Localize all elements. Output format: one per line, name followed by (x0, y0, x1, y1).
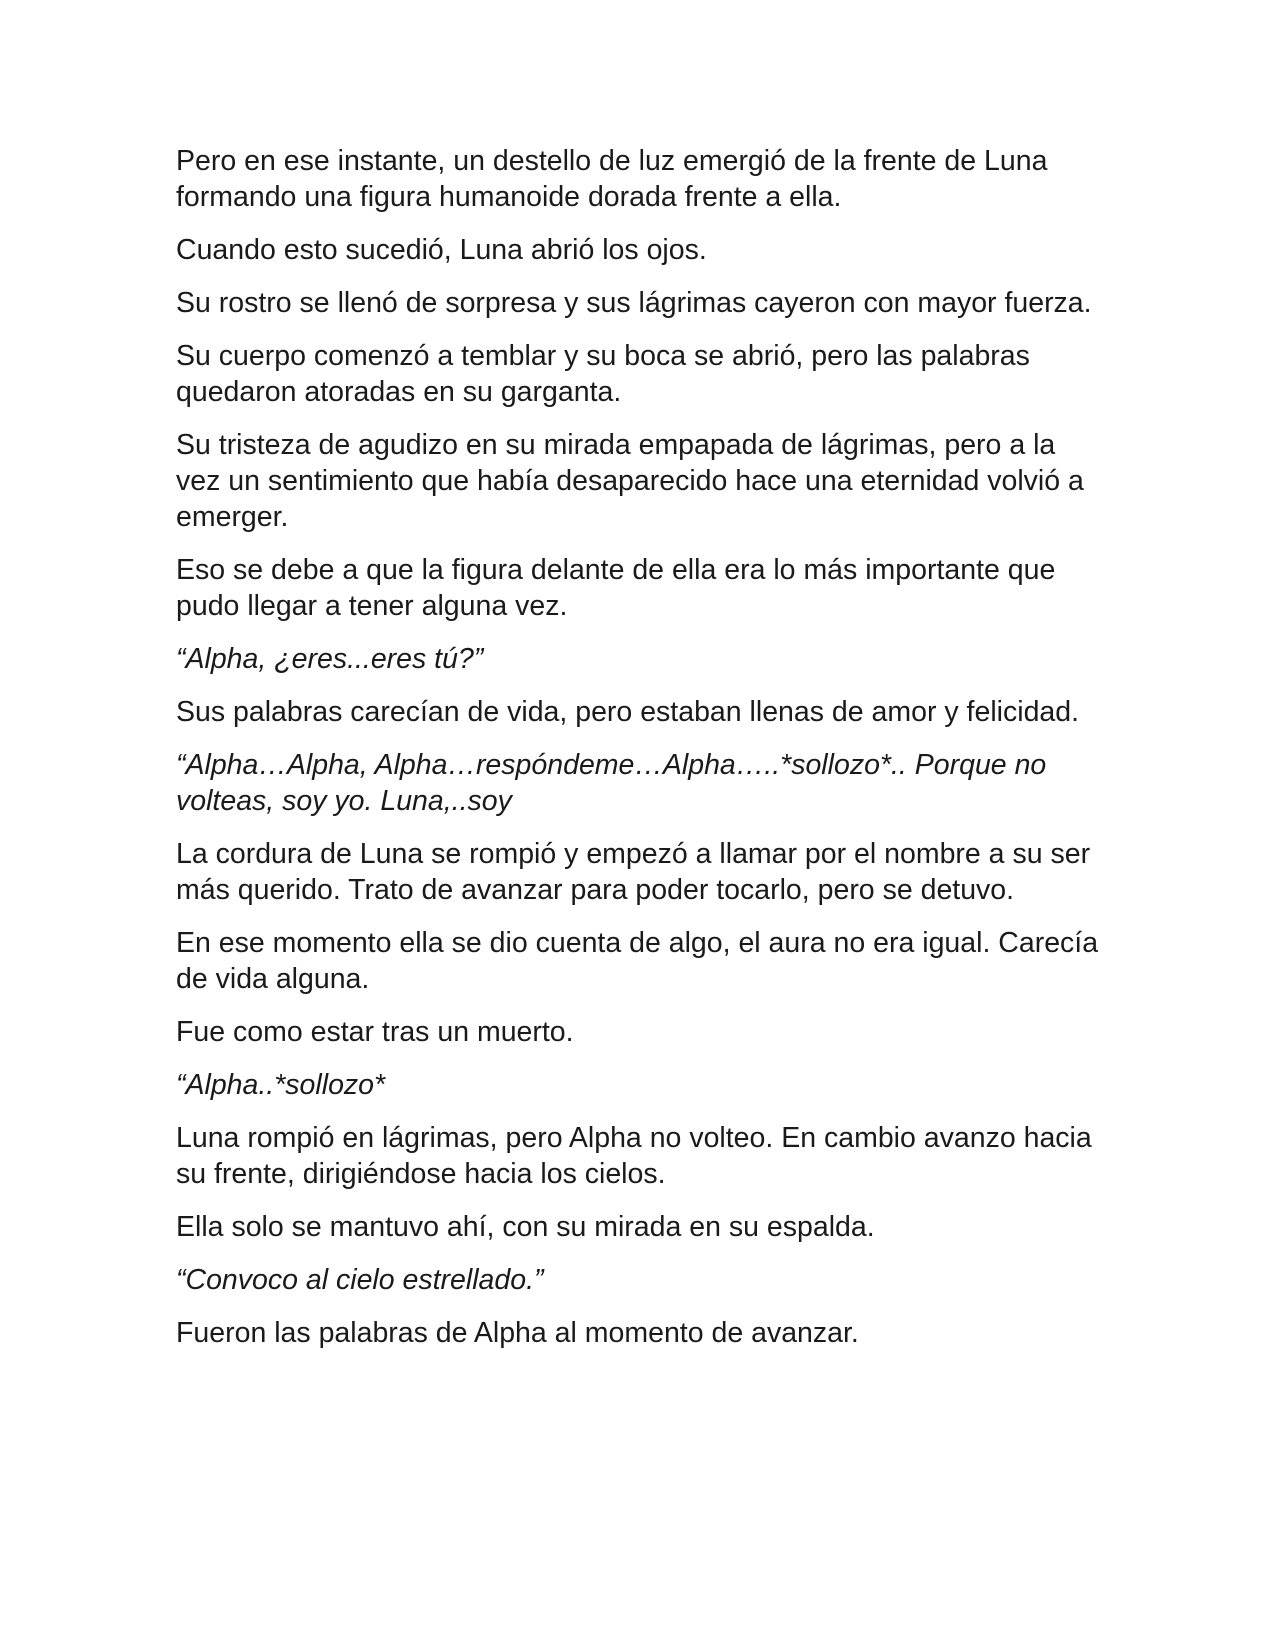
paragraph-6: Eso se debe a que la figura delante de ella era lo más importante que pudo llegar a tener alguna vez. (176, 554, 1056, 622)
paragraph-2: Cuando esto sucedió, Luna abrió los ojos. (176, 234, 707, 266)
paragraph-1: Pero en ese instante, un destello de luz emergió de la frente de Luna formando una figura humanoide dorada frente a ella. (176, 145, 1048, 213)
dialogue-1: “Alpha, ¿eres...eres tú?” (176, 643, 484, 675)
paragraph-4: Su cuerpo comenzó a temblar y su boca se abrió, pero las palabras quedaron atoradas en su garganta. (176, 340, 1030, 408)
paragraph-11: En ese momento ella se dio cuenta de algo, el aura no era igual. Carecía de vida alguna. (176, 927, 1099, 995)
dialogue-4: “Convoco al cielo estrellado.” (176, 1264, 544, 1296)
paragraph-10: La cordura de Luna se rompió y empezó a llamar por el nombre a su ser más querido. Trato de avanzar para poder tocarlo, pero se detuvo. (176, 838, 1091, 906)
paragraph-3: Su rostro se llenó de sorpresa y sus lágrimas cayeron con mayor fuerza. (176, 287, 1092, 319)
dialogue-2: “Alpha…Alpha, Alpha…respóndeme…Alpha…..*sollozo*.. Porque no volteas, soy yo. Luna,..soy (176, 749, 1047, 817)
paragraph-8: Sus palabras carecían de vida, pero estaban llenas de amor y felicidad. (176, 696, 1080, 728)
text-column (176, 143, 1106, 1368)
paragraph-14: Luna rompió en lágrimas, pero Alpha no volteo. En cambio avanzo hacia su frente, dirigiéndose hacia los cielos. (176, 1122, 1092, 1190)
paragraph-12: Fue como estar tras un muerto. (176, 1016, 574, 1048)
dialogue-3: “Alpha..*sollozo* (176, 1069, 386, 1101)
paragraph-15: Ella solo se mantuvo ahí, con su mirada en su espalda. (176, 1211, 875, 1243)
paragraph-17: Fueron las palabras de Alpha al momento de avanzar. (176, 1317, 859, 1349)
paragraph-5: Su tristeza de agudizo en su mirada empapada de lágrimas, pero a la vez un sentimiento que había desaparecido hace una eternidad volvió a emerger. (176, 429, 1084, 533)
